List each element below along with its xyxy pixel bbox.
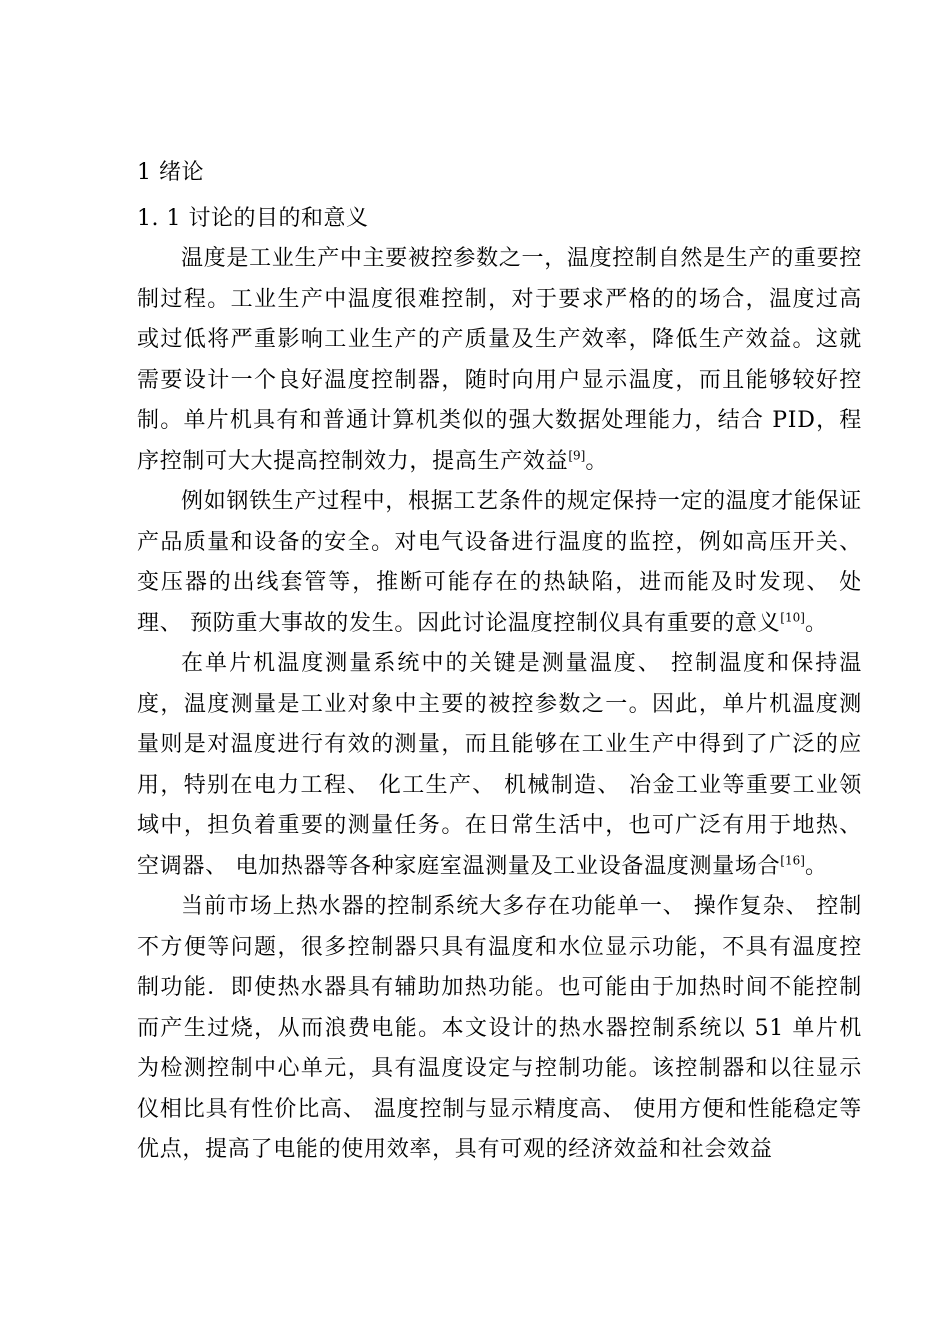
chapter-title: 1 绪论 — [137, 160, 204, 185]
paragraph-1-end: 。 — [585, 448, 609, 474]
citation-9: [9] — [568, 448, 586, 463]
paragraph-3-end: 。 — [804, 853, 828, 879]
citation-10: [10] — [780, 610, 805, 625]
paragraph-4 — [137, 887, 862, 1171]
paragraph-3-text: 在单片机温度测量系统中的关键是测量温度、 控制温度和保持温度，温度测量是工业对象中主要的被控参数之一。因此，单片机温度测量则是对温度进行有效的测量，而且能够在工业生产中得到了广泛的应用，特别在电力工程、 化工生产、 机械制造、 冶金工业等重要工业领域中，担负着重要的测量任务。在日常生活中，也可广泛有用于地热、 空调器、 电加热器等各种家庭室温测量及工业设备温度测量场合 — [137, 651, 862, 879]
paragraph-4-text: 当前市场上热水器的控制系统大多存在功能单一、 操作复杂、 控制不方便等问题，很多控制器只具有温度和水位显示功能，不具有温度控制功能．即使热水器具有辅助加热功能。也可能由于加热时间不能控制而产生过烧，从而浪费电能。本文设计的热水器控制系统以 51 单片机为检测控制中心单元，具有温度设定与控制功能。该控制器和以往显示仪相比具有性价比高、 温度控制与显示精度高、 使用方便和性能稳定等优点，提高了电能的使用效率，具有可观的经济效益和社会效益 — [137, 894, 862, 1162]
paragraph-3 — [137, 644, 862, 887]
citation-16: [16] — [780, 853, 805, 868]
paragraph-2-end: 。 — [804, 610, 828, 636]
paragraph-1 — [137, 239, 862, 482]
paragraph-2-text: 例如钢铁生产过程中，根据工艺条件的规定保持一定的温度才能保证产品质量和设备的安全。对电气设备进行温度的监控，例如高压开关、 变压器的出线套管等，推断可能存在的热缺陷，进而能及时发现、 处理、 预防重大事故的发生。因此讨论温度控制仪具有重要的意义 — [137, 489, 863, 636]
paragraph-1-text: 温度是工业生产中主要被控参数之一，温度控制自然是生产的重要控制过程。工业生产中温度很难控制，对于要求严格的的场合，温度过高或过低将严重影响工业生产的产质量及生产效率，降低生产效益。这就需要设计一个良好温度控制器，随时向用户显示温度，而且能够较好控制。单片机具有和普通计算机类似的强大数据处理能力，结合 PID，程序控制可大大提高控制效力，提高生产效益 — [137, 246, 863, 474]
document-body — [137, 155, 862, 1171]
section-title: 1. 1 讨论的目的和意义 — [137, 206, 369, 231]
paragraph-2 — [137, 482, 862, 644]
